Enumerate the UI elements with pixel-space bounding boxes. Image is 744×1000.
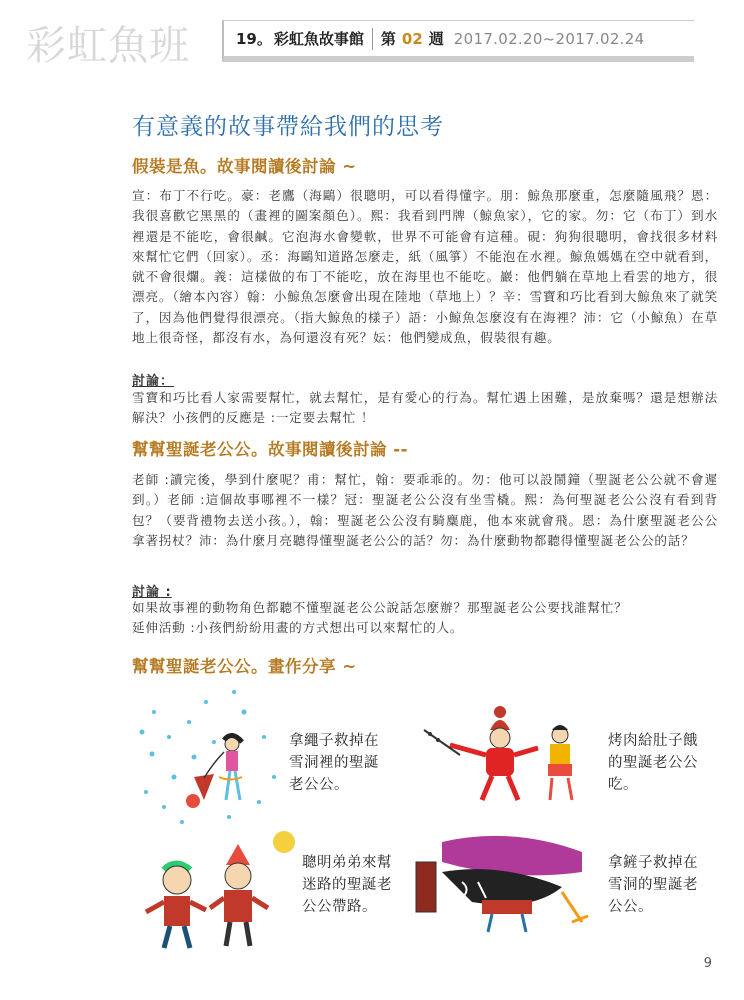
section2-discussion-1: 如果故事裡的動物角色都聽不懂聖誕老公公說話怎麼辦？那聖誕老公公要找誰幫忙？ [132,600,628,615]
week-label-suffix: 週 [428,30,444,48]
page-title: 有意義的故事帶給我們的思考 [132,114,444,140]
week-label-prefix: 第 [380,30,396,48]
drawing-caption-3: 聰明弟弟來幫迷路的聖誕老公公帶路。 [302,855,392,915]
section2-body: 老師 :讀完後，學到什麼呢？甫：幫忙，翰：要乖乖的。勿：他可以設鬧鐘（聖誕老公公就不會遲到。）老師 :這個故事哪裡不一樣？冠：聖誕老公公沒有坐雪橇。熙：為何聖誕老公公沒有看到背包？（要背禮物去送小孩。），翰：聖誕老公公沒有騎麋鹿，他本來就會飛。恩：為什麼聖誕老公公拿著拐杖？沛：為什麼月亮聽得懂聖誕老公公的話？勿：為什麼動物都聽得懂聖誕老公公的話？ [132,472,718,548]
brand-title: 彩虹魚班 [26,23,190,69]
date-range: 2017.02.20~2017.02.24 [453,29,645,48]
drawing-snow-hole-rope [134,682,284,832]
drawing-caption-1: 拿繩子救掉在雪洞裡的聖誕老公公。 [289,733,379,793]
section1-body: 宣：布丁不行吃。豪：老鷹（海鷗）很聰明，可以看得懂字。朋：鯨魚那麼重，怎麼隨風飛？恩：我很喜歡它黑黑的（畫裡的圖案顏色）。熙：我看到門牌（鯨魚家），它的家。勿：它（布丁）到水裡還是不能吃，會很鹹。它泡海水會變軟，世界不可能會有這種。硯：狗狗很聰明，會找很多材料來幫忙它們（回家）。丞：海鷗知道路怎麼走，紙（風箏）不能泡在水裡。鯨魚媽媽在空中就看到，就不會很爛。義：這樣做的布丁不能吃，放在海里也不能吃。巖：他們躺在草地上看雲的地方，很漂亮。（繪本內容）翰：小鯨魚怎麼會出現在陸地（草地上）？辛：雪寶和巧比看到大鯨魚來了就笑了，因為他們覺得很漂亮。（指大鯨魚的樣子）語：小鯨魚怎麼沒有在海裡？沛：它（小鯨魚）在草地上很奇怪，都沒有水，為何還沒有死？妘：他們變成魚，假裝很有趣。 [132,188,718,346]
issue-number: 19。 [236,30,272,48]
section1-discussion: 雪寶和巧比看人家需要幫忙，就去幫忙，是有愛心的行為。幫忙遇上困難，是放棄嗎？還是想辦法解決？小孩們的反應是 :一定要去幫忙 ！ [132,390,718,426]
section1-heading: 假裝是魚。故事閱讀後討論 ~ [132,157,357,176]
drawing-caption-4: 拿鏟子救掉在雪洞的聖誕老公公。 [608,855,698,915]
header-bar [222,20,694,62]
section3-heading: 幫幫聖誕老公公。畫作分享 ~ [132,657,357,676]
series-title: 彩虹魚故事館 [273,30,364,48]
section1-discussion-label: 討論： [132,374,175,389]
section2-discussion-label: 討論 : [132,585,172,600]
drawing-caption-2: 烤肉給肚子餓的聖誕老公公吃。 [608,733,698,793]
header-divider [372,28,373,50]
page-number: 9 [703,956,712,971]
drawing-barbecue [420,700,590,810]
drawing-shovel-rescue [412,832,592,936]
drawing-brothers-guide [134,830,299,960]
section2-discussion-2: 延伸活動 :小孩們紛紛用畫的方式想出可以來幫忙的人。 [132,620,464,635]
section2-heading: 幫幫聖誕老公公。故事閱讀後討論 -- [132,440,408,459]
week-number: 02 [401,29,423,48]
